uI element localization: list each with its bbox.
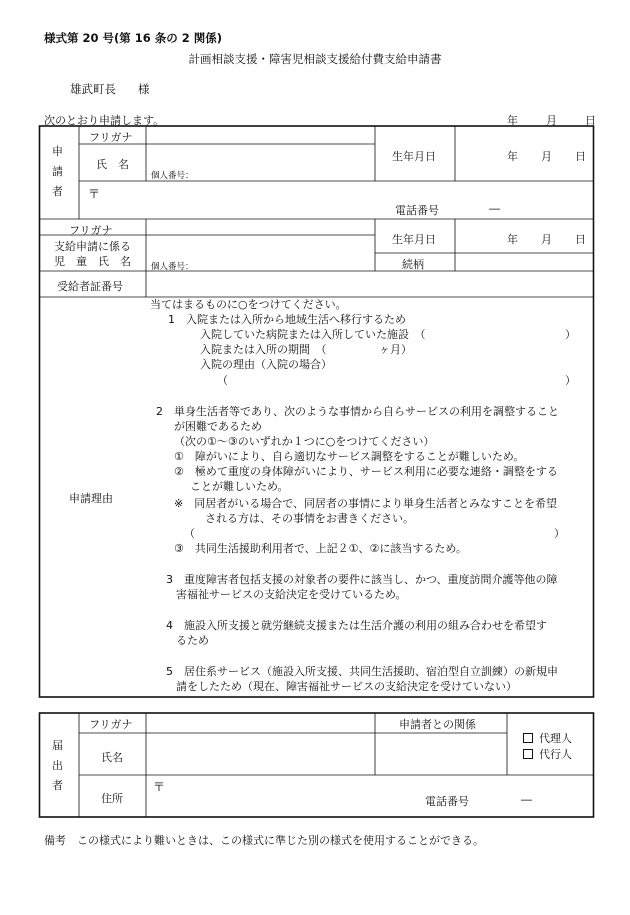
reason-item3-line2: 害福祉サービスの支給決定を受けているため。: [176, 588, 407, 601]
reason-item2-sub2b: ことが難しいため。: [190, 480, 289, 493]
reason-item2-paren-open: （: [184, 527, 195, 540]
reason-item1-line2-close: ）: [565, 328, 576, 341]
proxy-checkbox-icon[interactable]: [523, 749, 533, 759]
applicant-section-label: [52, 142, 63, 202]
intro-text: 次のとおり申請します。: [44, 114, 165, 127]
reason-item1-line5-open: （: [217, 374, 228, 387]
submitter-phone-dash: ―: [521, 793, 532, 806]
applicant-furigana-label: フリガナ: [89, 131, 133, 144]
reason-instruction: 当てはまるものに○をつけてください。: [150, 298, 347, 311]
submitter-address-label: 住所: [101, 792, 123, 805]
reason-item2-sub3: ③ 共同生活援助利用者で、上記２①、②に該当するため。: [174, 542, 467, 555]
submitter-name-label: 氏名: [101, 751, 123, 764]
applicant-birth-month: 月: [541, 150, 552, 163]
proxy-option-label: 代行人: [539, 748, 572, 761]
reason-item3-line1: 3 重度障害者包括支援の対象者の要件に該当し、かつ、重度訪問介護等他の障: [166, 573, 558, 586]
applicant-birth-year: 年: [507, 150, 518, 163]
reason-item1-line3-unit: ヶ月）: [379, 343, 412, 356]
child-name-label-1: 支給申請に係る: [54, 240, 131, 253]
reason-item1-line1: 1 入院または入所から地域生活へ移行するため: [168, 313, 406, 326]
child-birth-year: 年: [507, 233, 518, 246]
reason-item5-line1: 5 居住系サービス（施設入所支援、共同生活援助、宿泊型自立訓練）の新規申: [166, 665, 558, 678]
reason-item2-paren-close: ）: [554, 527, 565, 540]
reason-item4-line2: るため: [176, 634, 209, 647]
child-furigana-label: フリガナ: [69, 224, 113, 237]
submitter-phone-label: 電話番号: [425, 795, 469, 808]
date-year: 年: [507, 114, 518, 127]
reason-item1-line2: 入院していた病院または入所していた施設 （: [200, 328, 426, 341]
child-birth-day: 日: [575, 233, 586, 246]
reason-item5-line2: 請をしたため（現在、障害福祉サービスの支給決定を受けていない）: [176, 680, 517, 693]
reason-item1-line3: 入院または入所の期間 （: [200, 343, 327, 356]
submitter-relation-label: 申請者との関係: [399, 718, 476, 731]
child-name-label-2: 児 童 氏 名: [54, 255, 131, 268]
date-day: 日: [585, 114, 596, 127]
agent-option-label: 代理人: [539, 732, 572, 745]
applicant-postal-mark: 〒: [88, 187, 101, 201]
submitter-label-char: 届: [52, 739, 63, 752]
applicant-phone-dash: ―: [489, 202, 500, 215]
date-month: 月: [546, 114, 557, 127]
child-birth-label: 生年月日: [392, 233, 436, 246]
applicant-personal-number-label: 個人番号：: [151, 171, 194, 181]
submitter-option-agent[interactable]: [523, 730, 572, 746]
form-title: 計画相談支援・障害児相談支援給付費支給申請書: [188, 52, 442, 66]
applicant-birth-day: 日: [575, 150, 586, 163]
form-number: 様式第 20 号(第 16 条の 2 関係): [44, 31, 223, 45]
child-personal-number-label: 個人番号：: [151, 262, 194, 272]
applicant-phone-label: 電話番号: [395, 204, 439, 217]
addressee-name: 雄武町長: [70, 82, 116, 96]
reason-item2-sub2a: ② 極めて重度の身体障がいにより、サービス利用に必要な連絡・調整をする: [174, 465, 558, 478]
reason-label: 申請理由: [69, 492, 113, 505]
submitter-furigana-label: フリガナ: [89, 718, 133, 731]
reason-item4-line1: 4 施設入所支援と就労継続支援または生活介護の利用の組み合わせを希望す: [166, 619, 547, 632]
reason-item2-line1: 2 単身生活者等であり、次のような事情から自らサービスの利用を調整すること: [156, 405, 559, 418]
applicant-label-char: 請: [52, 165, 63, 178]
reason-item2-sub1: ① 障がいにより、自ら適切なサービス調整をすることが難しいため。: [174, 450, 525, 463]
child-birth-month: 月: [541, 233, 552, 246]
child-relation-label: 続柄: [402, 258, 424, 271]
applicant-name-label: 氏 名: [96, 158, 129, 171]
applicant-birth-label: 生年月日: [392, 150, 436, 163]
addressee-suffix: 様: [138, 82, 150, 96]
applicant-label-char: 申: [52, 145, 63, 158]
submitter-postal-mark: 〒: [153, 780, 166, 794]
agent-checkbox-icon[interactable]: [523, 733, 533, 743]
recipient-number-label: 受給者証番号: [57, 280, 123, 293]
reason-item2-line3: （次の①～③のいずれか１つに○をつけてください）: [174, 435, 435, 448]
applicant-label-char: 者: [52, 185, 63, 198]
submitter-option-proxy[interactable]: [523, 746, 572, 762]
reason-item2-note-b: される方は、その事情をお書きください。: [205, 512, 414, 525]
reason-item1-line4: 入院の理由（入院の場合）: [200, 358, 332, 371]
reason-item2-note-a: ※ 同居者がいる場合で、同居者の事情により単身生活者とみなすことを希望: [174, 497, 557, 510]
reason-item2-line2: が困難であるため: [174, 420, 262, 433]
submitter-label-char: 出: [52, 759, 63, 772]
submitter-section-label: [52, 736, 63, 796]
footnote: 備考 この様式により難いときは、この様式に準じた別の様式を使用することができる。: [44, 834, 484, 847]
submitter-label-char: 者: [52, 779, 63, 792]
reason-item1-line5-close: ）: [565, 374, 576, 387]
